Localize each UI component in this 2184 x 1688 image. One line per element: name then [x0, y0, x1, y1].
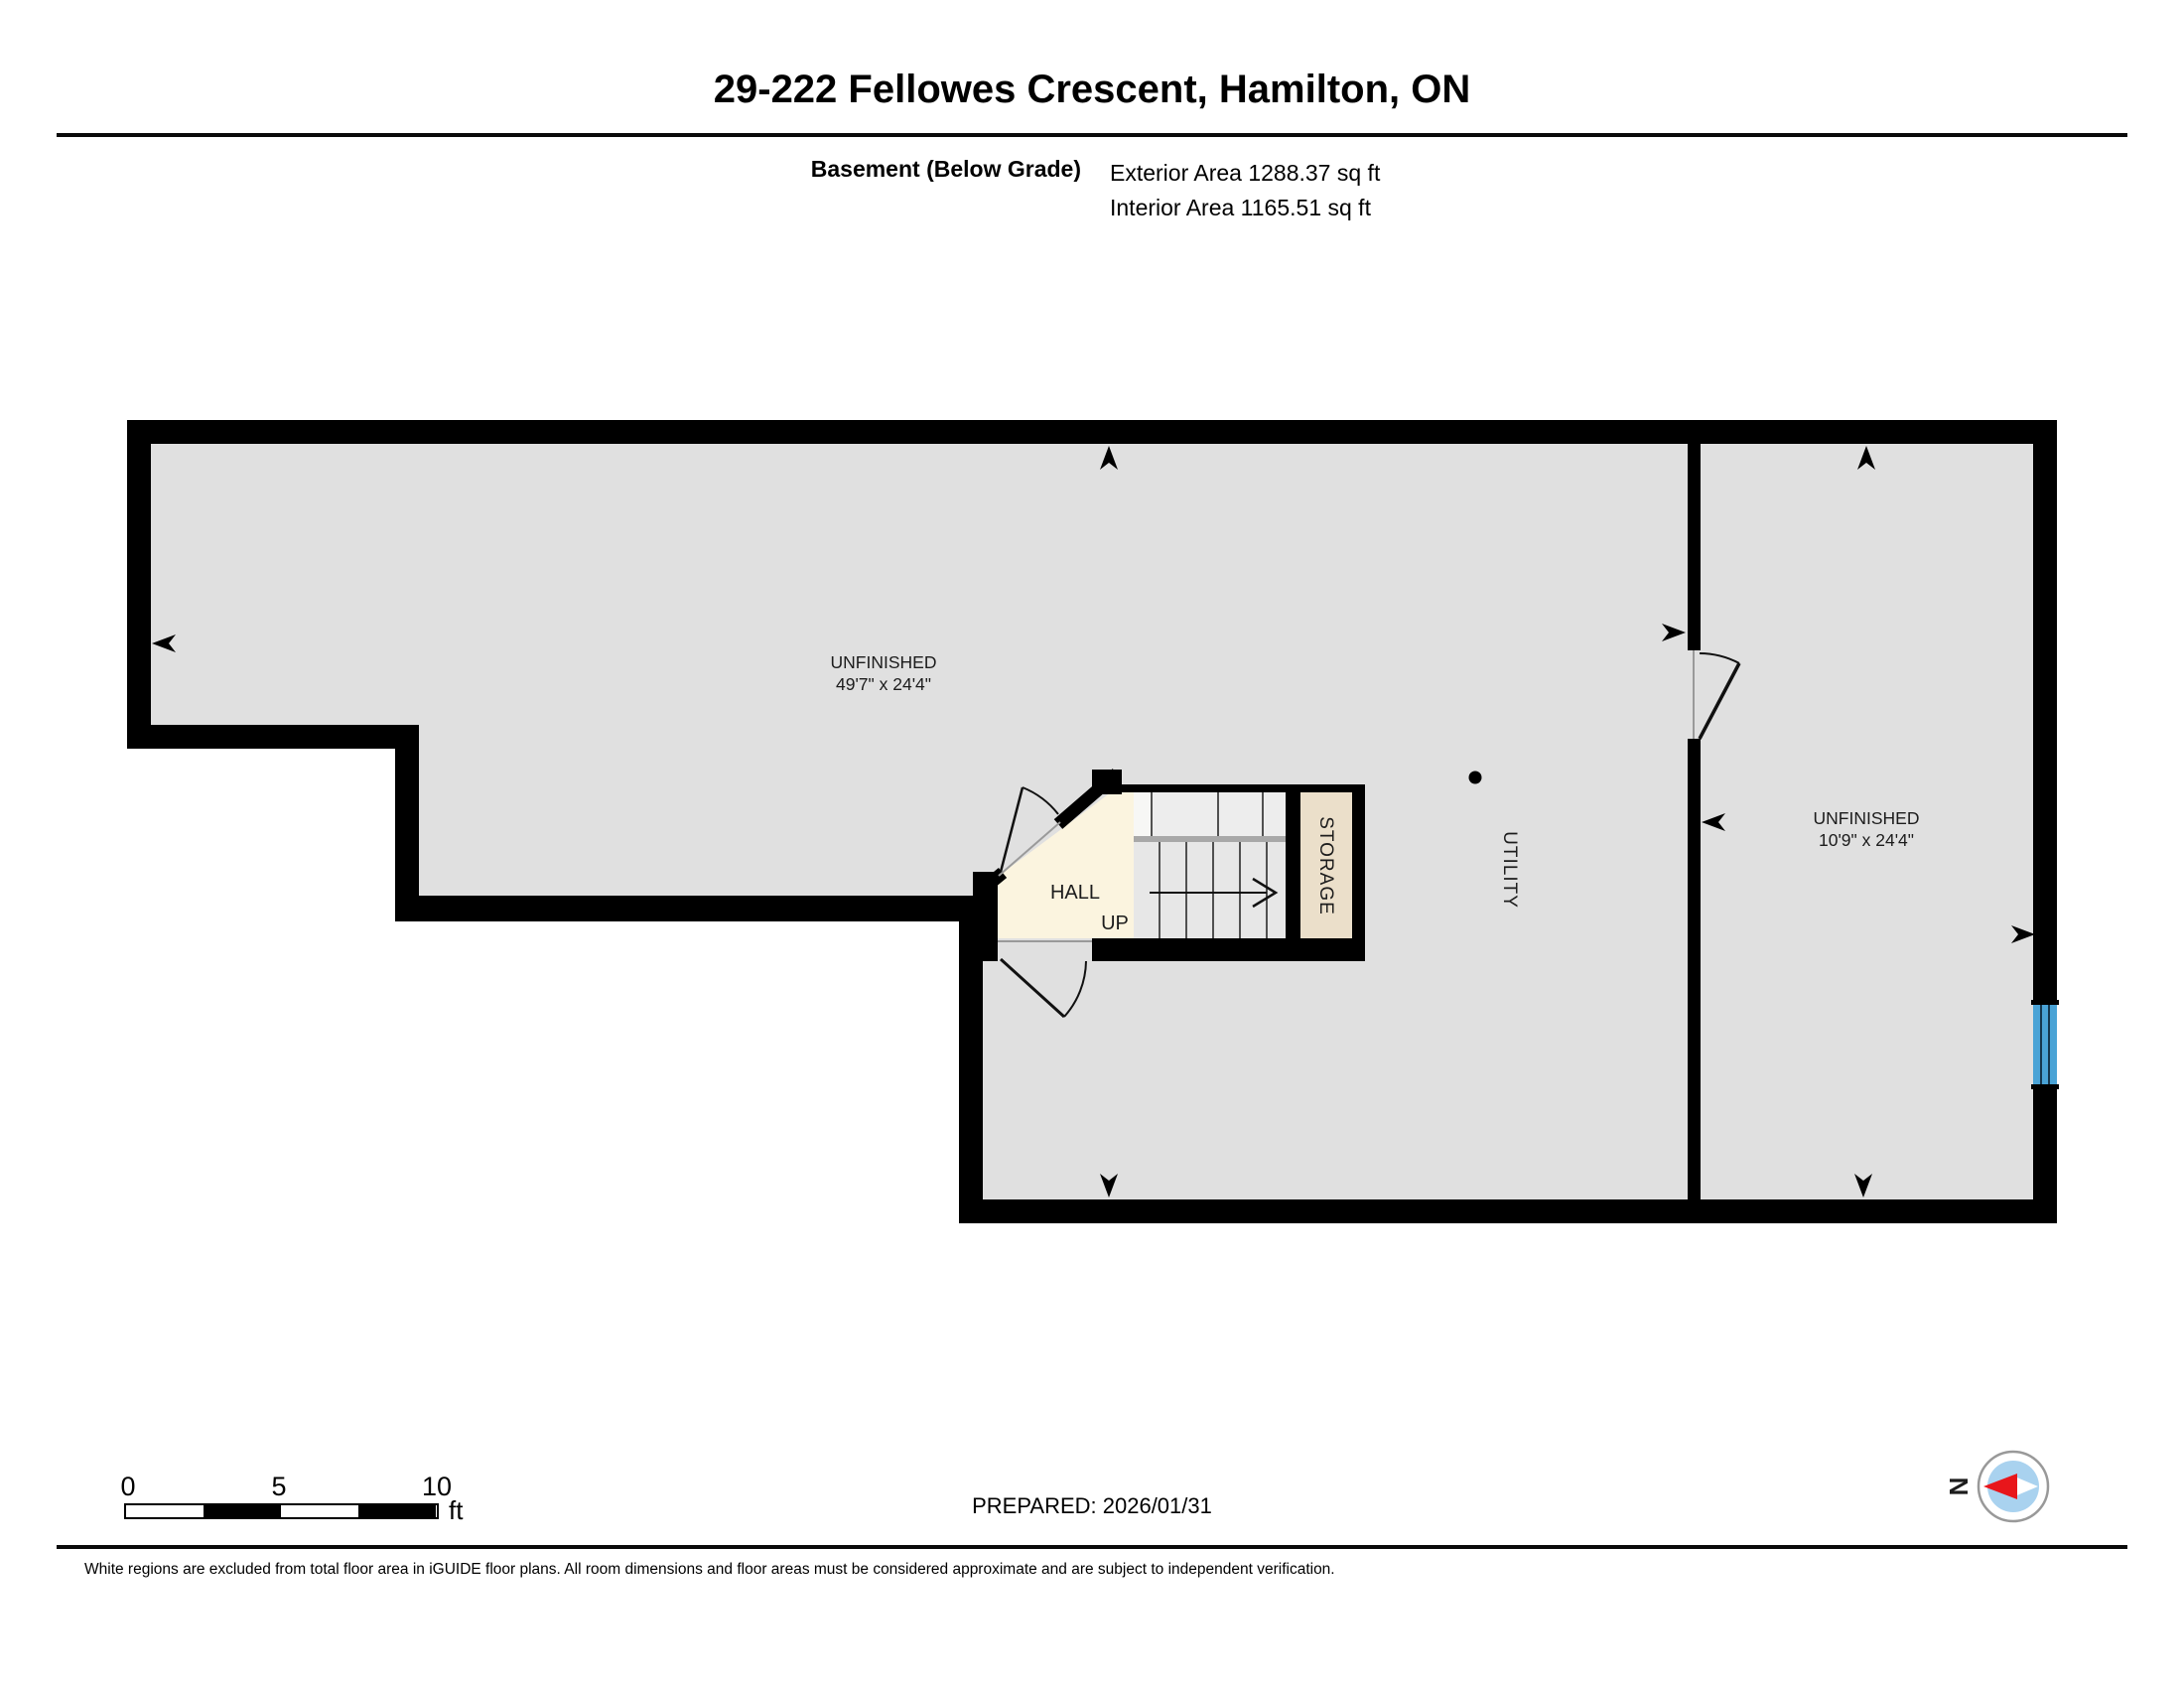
exterior-area: Exterior Area 1288.37 sq ft	[1110, 160, 1381, 186]
wall-diagonal-corner	[1092, 770, 1122, 794]
wall-stairwell-top	[1102, 784, 1365, 792]
page-title: 29-222 Fellowes Crescent, Hamilton, ON	[713, 68, 1471, 111]
camera-point-icon	[1469, 772, 1482, 784]
room-dims-unfinished-right: 10'9" x 24'4"	[1819, 830, 1914, 850]
scale-tick-0: 0	[120, 1472, 136, 1501]
wall-left	[127, 420, 151, 749]
scale-unit-label: ft	[449, 1495, 464, 1525]
window-cap-bottom	[2031, 1084, 2059, 1089]
wall-right	[2033, 420, 2057, 1223]
room-dims-unfinished-main: 49'7" x 24'4"	[836, 674, 931, 694]
room-label-storage: STORAGE	[1315, 816, 1336, 915]
unfinished-floor-upper	[151, 444, 2033, 725]
window-glass	[2033, 1005, 2057, 1084]
floor-areas	[151, 444, 2033, 1199]
footer-divider	[57, 1545, 2127, 1549]
wall-storage-right	[1352, 784, 1365, 961]
prepared-date: PREPARED: 2026/01/31	[972, 1493, 1212, 1518]
staircase	[1134, 792, 1286, 938]
wall-step	[395, 725, 419, 921]
wall-mid-bottom	[395, 896, 983, 921]
wall-stairs-storage	[1286, 792, 1300, 938]
compass-north-label: N	[1943, 1477, 1974, 1496]
stair-flight-divider	[1134, 836, 1286, 842]
scale-tick-10: 10	[421, 1472, 453, 1501]
wall-leftroom-bottom	[127, 725, 417, 749]
room-label-hall: HALL	[1049, 882, 1101, 904]
wall-hall-bottom-right	[1092, 938, 1365, 961]
stairs-up-label: UP	[1101, 913, 1129, 934]
disclaimer-text: White regions are excluded from total floor area in iGUIDE floor plans. All room dimensions and floor areas must be considered approximate and are subject to independent verification.	[84, 1561, 1335, 1578]
wall-top	[127, 420, 2057, 444]
window-right-wall	[2031, 1000, 2059, 1089]
room-label-unfinished-right: UNFINISHED	[1813, 808, 1920, 828]
room-label-unfinished-main: UNFINISHED	[830, 652, 937, 672]
wall-divider-upper	[1688, 444, 1701, 650]
stair-landing-cell	[1134, 792, 1152, 836]
wall-divider-lower	[1688, 739, 1701, 1199]
room-label-utility: UTILITY	[1499, 831, 1520, 909]
stairs-lower-flight	[1134, 842, 1286, 938]
interior-area: Interior Area 1165.51 sq ft	[1110, 195, 1371, 220]
scale-tick-5: 5	[271, 1472, 287, 1501]
wall-bottom	[959, 1199, 2057, 1223]
floor-name-label: Basement (Below Grade)	[810, 156, 1081, 182]
window-cap-top	[2031, 1000, 2059, 1005]
